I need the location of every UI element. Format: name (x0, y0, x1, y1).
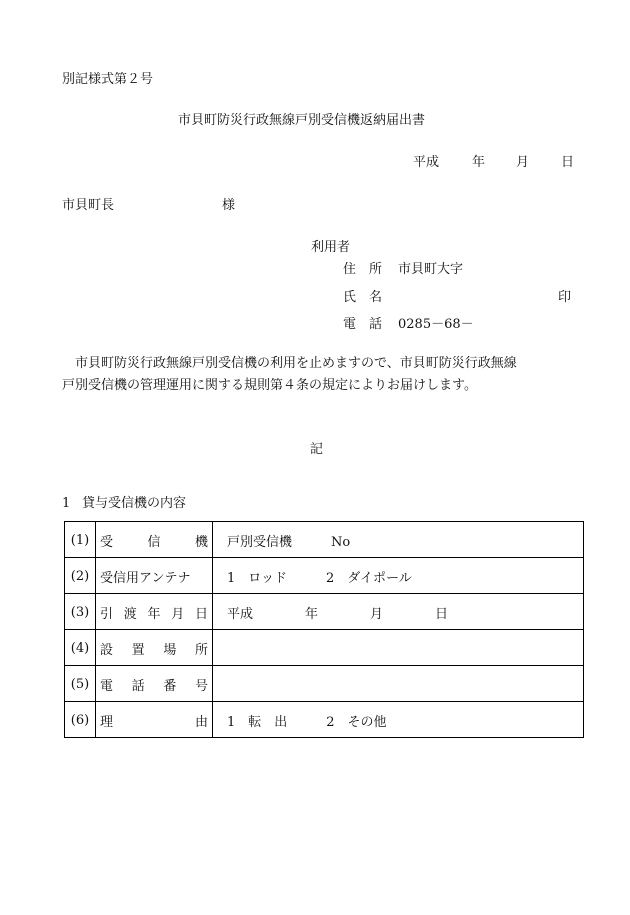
row-label-char: 由 (194, 714, 208, 730)
row-label-char: 受 (100, 534, 114, 550)
section-number: 1 (62, 496, 71, 511)
row-value (213, 666, 583, 702)
addressee-name: 市貝町長 (62, 198, 115, 213)
row-number: (5) (70, 676, 90, 692)
user-heading: 利用者 (311, 240, 351, 255)
row-label-char: 所 (194, 642, 208, 658)
name-label: 氏 名 (343, 290, 383, 305)
receiver-table (64, 521, 584, 738)
row-label-char: 番 (163, 678, 177, 694)
row-label-char: 信 (147, 534, 161, 550)
row-label-char: 場 (163, 642, 177, 658)
date-year: 年 (472, 155, 486, 170)
form-number: 別記様式第２号 (62, 72, 154, 87)
row-number: (4) (70, 640, 90, 656)
phone-label: 電 話 (343, 317, 383, 332)
row-label-char: 日 (194, 606, 208, 622)
row-label-char: 置 (131, 642, 145, 658)
phone-value: 0285－68－ (398, 317, 474, 332)
row-label (96, 594, 212, 630)
row-label (96, 666, 212, 702)
row-label-char: 電 (100, 678, 114, 694)
row-label (96, 558, 212, 594)
addressee-honorific: 様 (222, 198, 236, 213)
row-label-char: 引 (100, 606, 114, 622)
row-label-char: 号 (194, 678, 208, 694)
row-label-char: 年 (147, 606, 161, 622)
row-number: (3) (70, 604, 90, 620)
row-value: 1 転 出 2 その他 (227, 714, 387, 730)
row-label-char: 設 (100, 642, 114, 658)
row-label-char: 話 (131, 678, 145, 694)
row-label (96, 630, 212, 666)
row-label-char: 理 (100, 714, 114, 730)
row-value (213, 630, 583, 666)
row-number: (2) (70, 568, 90, 584)
date-day: 日 (561, 155, 575, 170)
row-label-char: 機 (194, 534, 208, 550)
row-label (96, 702, 212, 738)
row-value: 1 ロッド 2 ダイポール (227, 570, 412, 586)
row-label-char: 受信用アンテナ (100, 570, 191, 586)
document-title: 市貝町防災行政無線戸別受信機返納届出書 (178, 113, 426, 128)
row-number: (6) (70, 712, 90, 728)
body-line-1: 市貝町防災行政無線戸別受信機の利用を止めますので、市貝町防災行政無線 (62, 356, 517, 371)
address-value: 市貝町大字 (398, 262, 464, 277)
seal-mark: 印 (558, 290, 572, 305)
section-title: 貸与受信機の内容 (82, 496, 187, 511)
row-value: 平成 年 月 日 (227, 606, 449, 622)
row-label-char: 渡 (123, 606, 137, 622)
date-era: 平成 (413, 155, 440, 170)
row-label-char: 月 (171, 606, 185, 622)
row-number: (1) (70, 532, 90, 548)
address-label: 住 所 (343, 262, 383, 277)
date-month: 月 (516, 155, 530, 170)
body-line-2: 戸別受信機の管理運用に関する規則第４条の規定によりお届けします。 (62, 378, 477, 393)
row-label (96, 522, 212, 558)
ki-heading: 記 (310, 442, 324, 457)
row-value: 戸別受信機 No (227, 534, 351, 550)
